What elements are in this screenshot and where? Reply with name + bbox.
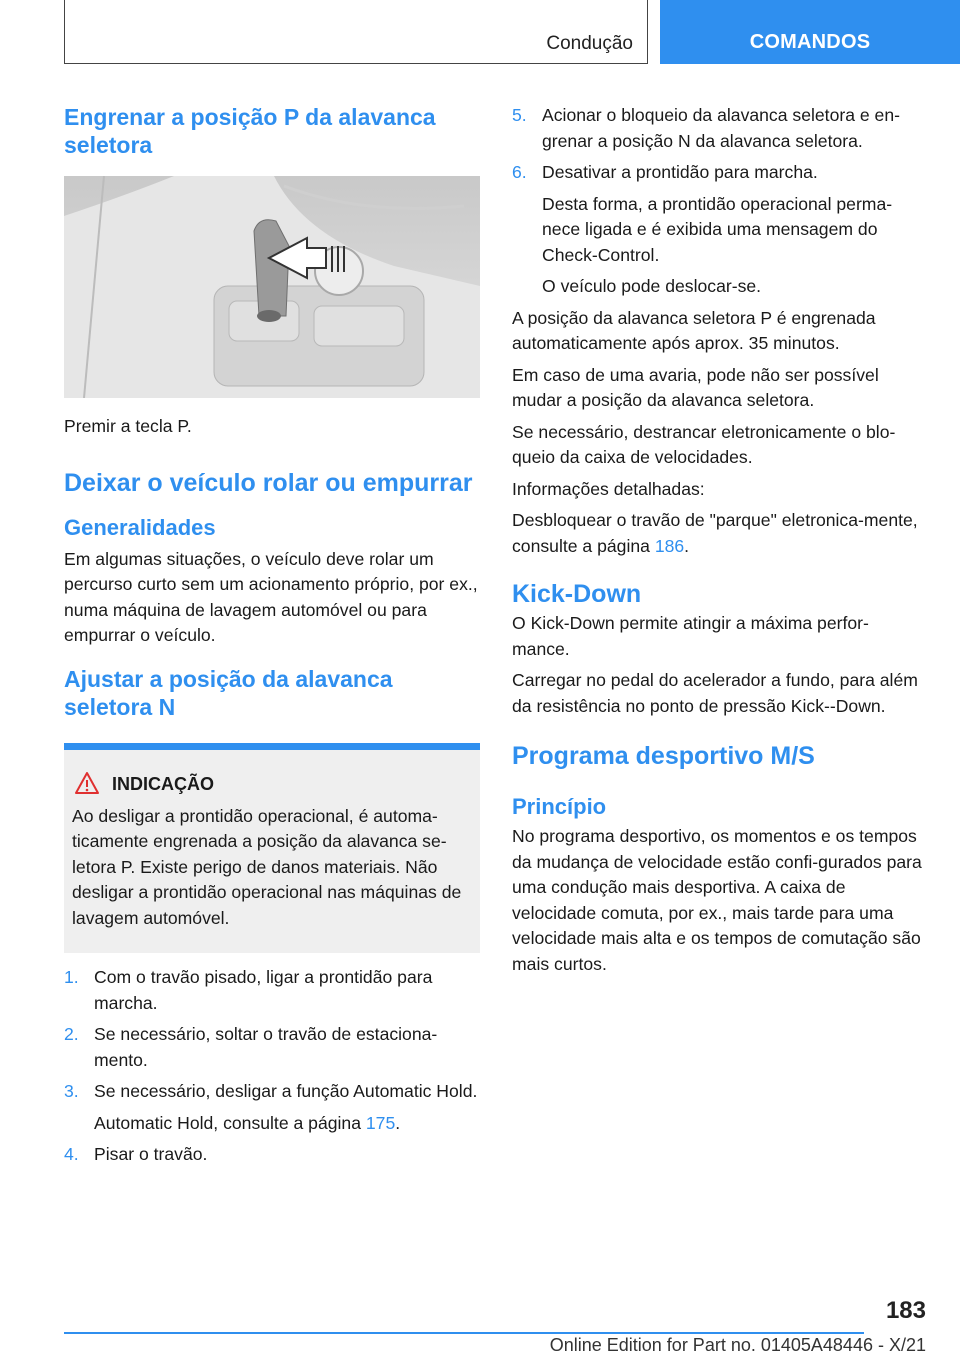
left-column — [64, 96, 480, 1168]
paragraph: Carregar no pedal do acelerador a fundo, para além da resistência no ponto de pressão Kick--Down. — [512, 670, 918, 716]
gear-selector-image — [64, 176, 480, 398]
header-section-box — [64, 0, 648, 64]
paragraph: A posição da alavanca seletora P é engrenada automaticamente após aprox. 35 minutos. — [512, 307, 876, 353]
step-text: Se necessário, soltar o travão de estaciona-mento. — [94, 1024, 438, 1070]
step-subtext: Automatic Hold, consulte a página 175. — [94, 1112, 401, 1133]
page-link-175[interactable]: 175 — [365, 1112, 396, 1133]
warning-icon — [74, 771, 100, 803]
paragraph: Em caso de uma avaria, pode não ser possível mudar a posição da alavanca seletora. — [512, 364, 879, 410]
step-number: 6. — [512, 162, 527, 182]
list-item — [64, 1142, 480, 1168]
note-box — [64, 743, 480, 954]
footer-rule — [64, 1332, 864, 1334]
step-text: Desativar a prontidão para marcha. — [542, 162, 818, 182]
step-subtext: Desta forma, a prontidão operacional perma-nece ligada e é exibida uma mensagem do Check-Control. — [542, 193, 893, 265]
list-item — [512, 160, 926, 186]
note-title: INDICAÇÃO — [112, 773, 214, 794]
step-number: 1. — [64, 967, 79, 987]
step-text: Se necessário, desligar a função Automatic Hold. — [94, 1081, 478, 1101]
note-text: Ao desligar a prontidão operacional, é automa-ticamente engrenada a posição da alavanca se-letora P. Existe perigo de danos materiais. Não desligar a prontidão operacional nas máquinas de lavagem automóvel. — [72, 805, 462, 928]
step-text: Pisar o travão. — [94, 1144, 208, 1164]
list-item — [64, 1022, 480, 1073]
image-caption: Premir a tecla P. — [64, 416, 192, 436]
heading-general: Generalidades — [64, 514, 216, 540]
step-text: Com o travão pisado, ligar a prontidão para marcha. — [94, 967, 433, 1013]
paragraph: Informações detalhadas: — [512, 478, 705, 499]
paragraph: Desbloquear o travão de "parque" eletronica-mente, consulte a página 186. — [512, 510, 918, 556]
right-column — [512, 96, 926, 977]
header-chapter-title: COMANDOS — [749, 31, 871, 53]
header-section-title: Condução — [546, 33, 633, 54]
note-rule — [64, 743, 480, 750]
heading-engage-p: Engrenar a posição P da alavanca seletora — [64, 104, 436, 158]
list-item — [512, 103, 926, 154]
heading-principle: Princípio — [512, 794, 607, 819]
paragraph: Se necessário, destrancar eletronicamente o blo-queio da caixa de velocidades. — [512, 421, 896, 467]
step-number: 3. — [64, 1081, 79, 1101]
list-item — [64, 965, 480, 1016]
heading-kick-down: Kick-Down — [512, 580, 642, 608]
paragraph-general: Em algumas situações, o veículo deve rolar um percurso curto sem um acionamento próprio, por ex., numa máquina de lavagem automóvel ou para empurrar o veículo. — [64, 548, 478, 645]
step-number: 4. — [64, 1144, 79, 1164]
heading-roll-push: Deixar o veículo rolar ou empurrar — [64, 468, 473, 497]
page-link-186[interactable]: 186 — [654, 535, 685, 556]
step-subtext: O veículo pode deslocar-se. — [542, 276, 762, 296]
page-number: 183 — [885, 1297, 926, 1324]
footer-edition: Online Edition for Part no. 01405A48446 - X/21 — [549, 1335, 926, 1355]
header-chapter-tab — [660, 0, 960, 64]
paragraph: O Kick-Down permite atingir a máxima perfor-mance. — [512, 613, 869, 659]
heading-adjust-n: Ajustar a posição da alavanca seletora N — [64, 665, 393, 720]
step-number: 5. — [512, 105, 527, 125]
step-text: Acionar o bloqueio da alavanca seletora e en-grenar a posição N da alavanca seletora. — [542, 105, 900, 151]
list-item — [64, 1079, 480, 1105]
heading-sport-program: Programa desportivo M/S — [512, 742, 815, 770]
step-number: 2. — [64, 1024, 79, 1044]
paragraph: No programa desportivo, os momentos e os tempos da mudança de velocidade estão confi-gurados para uma condução mais desportiva. A caixa de velocidade comuta, por ex., mais tarde para uma velocidade mais alta e os tempos de comutação são mais curtos. — [512, 826, 922, 974]
